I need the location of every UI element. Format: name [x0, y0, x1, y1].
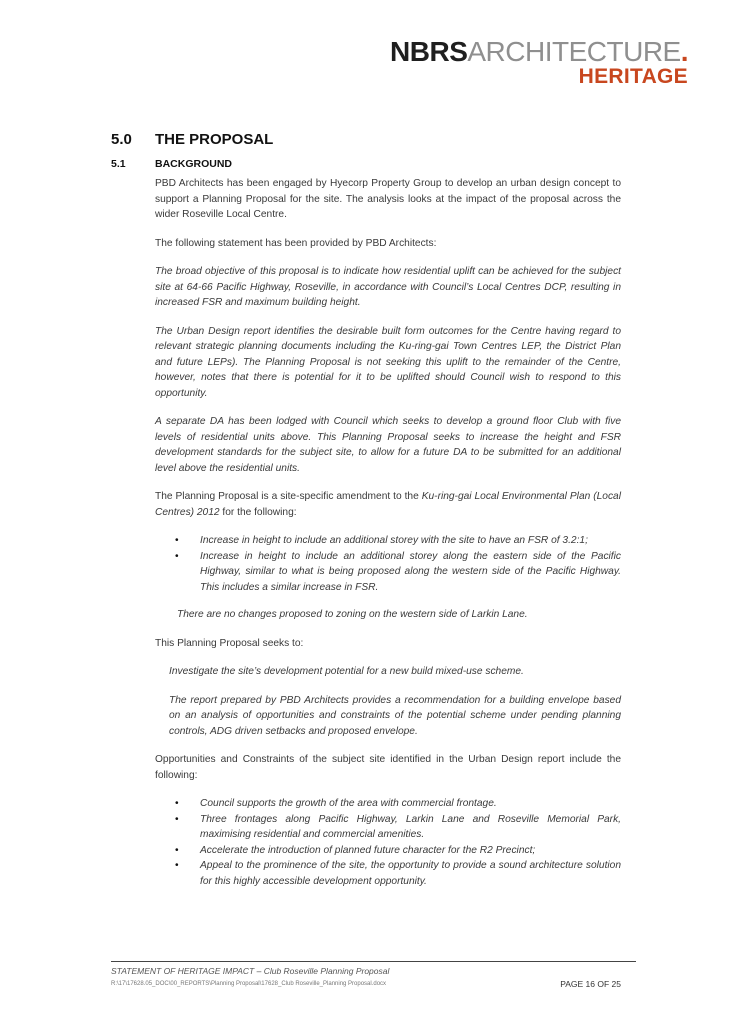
bullet-icon: • [175, 813, 179, 825]
paragraph-opportunities: Opportunities and Constraints of the subject site identified in the Urban Design report include the following: [155, 754, 621, 781]
footer-title: STATEMENT OF HERITAGE IMPACT – Club Roseville Planning Proposal [111, 966, 390, 976]
logo-dot: . [680, 36, 688, 67]
quote-zoning: There are no changes proposed to zoning on the western side of Larkin Lane. [177, 609, 528, 620]
subsection-number: 5.1 [111, 158, 126, 170]
section-heading [111, 131, 273, 148]
amendment-lep-title: Ku-ring-gai Local Environmental Plan (Local Centres) 2012 [155, 491, 621, 518]
list-item: • Accelerate the introduction of planned future character for the R2 Precinct; [155, 843, 621, 859]
subsection-title: BACKGROUND [155, 158, 232, 170]
list-item: • Three frontages along Pacific Highway, Larkin Lane and Roseville Memorial Park, maximising residential and commercial amenities. [175, 813, 621, 840]
footer-file-path: R:\17\17628.05_DOC\00_REPORTS\Planning Proposal\17628_Club Roseville_Planning Proposal.docx [111, 981, 387, 987]
list-item: • Council supports the growth of the area with commercial frontage. [155, 796, 621, 812]
list-item: • Increase in height to include an additional storey with the site to have an FSR of 3.2:1; [155, 533, 621, 549]
paragraph-seeks: This Planning Proposal seeks to: [155, 637, 304, 649]
list-item: • Appeal to the prominence of the site, the opportunity to provide a sound architecture solution for this highly accessible development opportunity. [175, 860, 621, 887]
list-item: • Increase in height to include an additional storey along the eastern side of the Pacific Highway, similar to what is being proposed along the western side of the Pacific Highway. This includes a similar increase in FSR. [175, 550, 621, 593]
paragraph-statement: The following statement has been provided by PBD Architects: [155, 237, 437, 249]
logo-nbrs: NBRS [390, 36, 468, 67]
bullet-icon: • [175, 550, 179, 562]
amendment-text-a: The Planning Proposal is a site-specific amendment to the [155, 491, 422, 502]
quote-objective: The broad objective of this proposal is to indicate how residential uplift can be achieved for the subject site at 64-66 Pacific Highway, Roseville, in accordance with Council’s Local Centres DCP, resulting in increased FSR and maximum building height. [155, 266, 621, 308]
paragraph-amendment [155, 489, 621, 520]
amendment-list [155, 533, 621, 595]
page-number: PAGE 16 OF 25 [560, 979, 621, 989]
quote-urban-design: The Urban Design report identifies the desirable built form outcomes for the Centre having regard to relevant strategic planning documents including the Ku-ring-gai Town Centres LEP, the District Plan and future LEPs). The Planning Proposal is not seeking this uplift to the remainder of the Centre, however, notes that there is potential for it to be uplifted should Council wish to respond to this opportunity. [155, 325, 621, 399]
quote-separate-da: A separate DA has been lodged with Council which seeks to develop a ground floor Club with five levels of residential units above. This Planning Proposal seeks to increase the height and FSR development standards for the subject site, to allow for a future DA to be submitted for an additional level above the residential units. [155, 416, 621, 474]
nbrs-logo [390, 38, 688, 87]
bullet-icon: • [175, 860, 179, 871]
bullet-icon: • [175, 798, 179, 809]
section-title: THE PROPOSAL [155, 131, 274, 148]
section-number: 5.0 [111, 131, 132, 148]
opportunities-list [155, 796, 621, 889]
paragraph-intro: PBD Architects has been engaged by Hyecorp Property Group to develop an urban design concept to support a Planning Proposal for the site. The analysis looks at the impact of the proposal across the wider Roseville Local Centre. [155, 178, 621, 220]
body-content [155, 176, 621, 901]
quote-investigate: Investigate the site’s development potential for a new build mixed-use scheme. [169, 666, 524, 677]
bullet-icon: • [175, 844, 179, 856]
quote-report: The report prepared by PBD Architects provides a recommendation for a building envelope based on an analysis of opportunities and constraints of the potential scheme under pending planning controls, ADG driven setbacks and proposed envelope. [169, 694, 621, 737]
logo-heritage: HERITAGE [578, 65, 688, 88]
logo-architecture: ARCHITECTURE [467, 36, 681, 67]
footer-divider [111, 961, 636, 962]
subsection-heading [111, 158, 232, 170]
bullet-icon: • [175, 535, 179, 546]
amendment-text-b: for the following: [219, 506, 297, 518]
